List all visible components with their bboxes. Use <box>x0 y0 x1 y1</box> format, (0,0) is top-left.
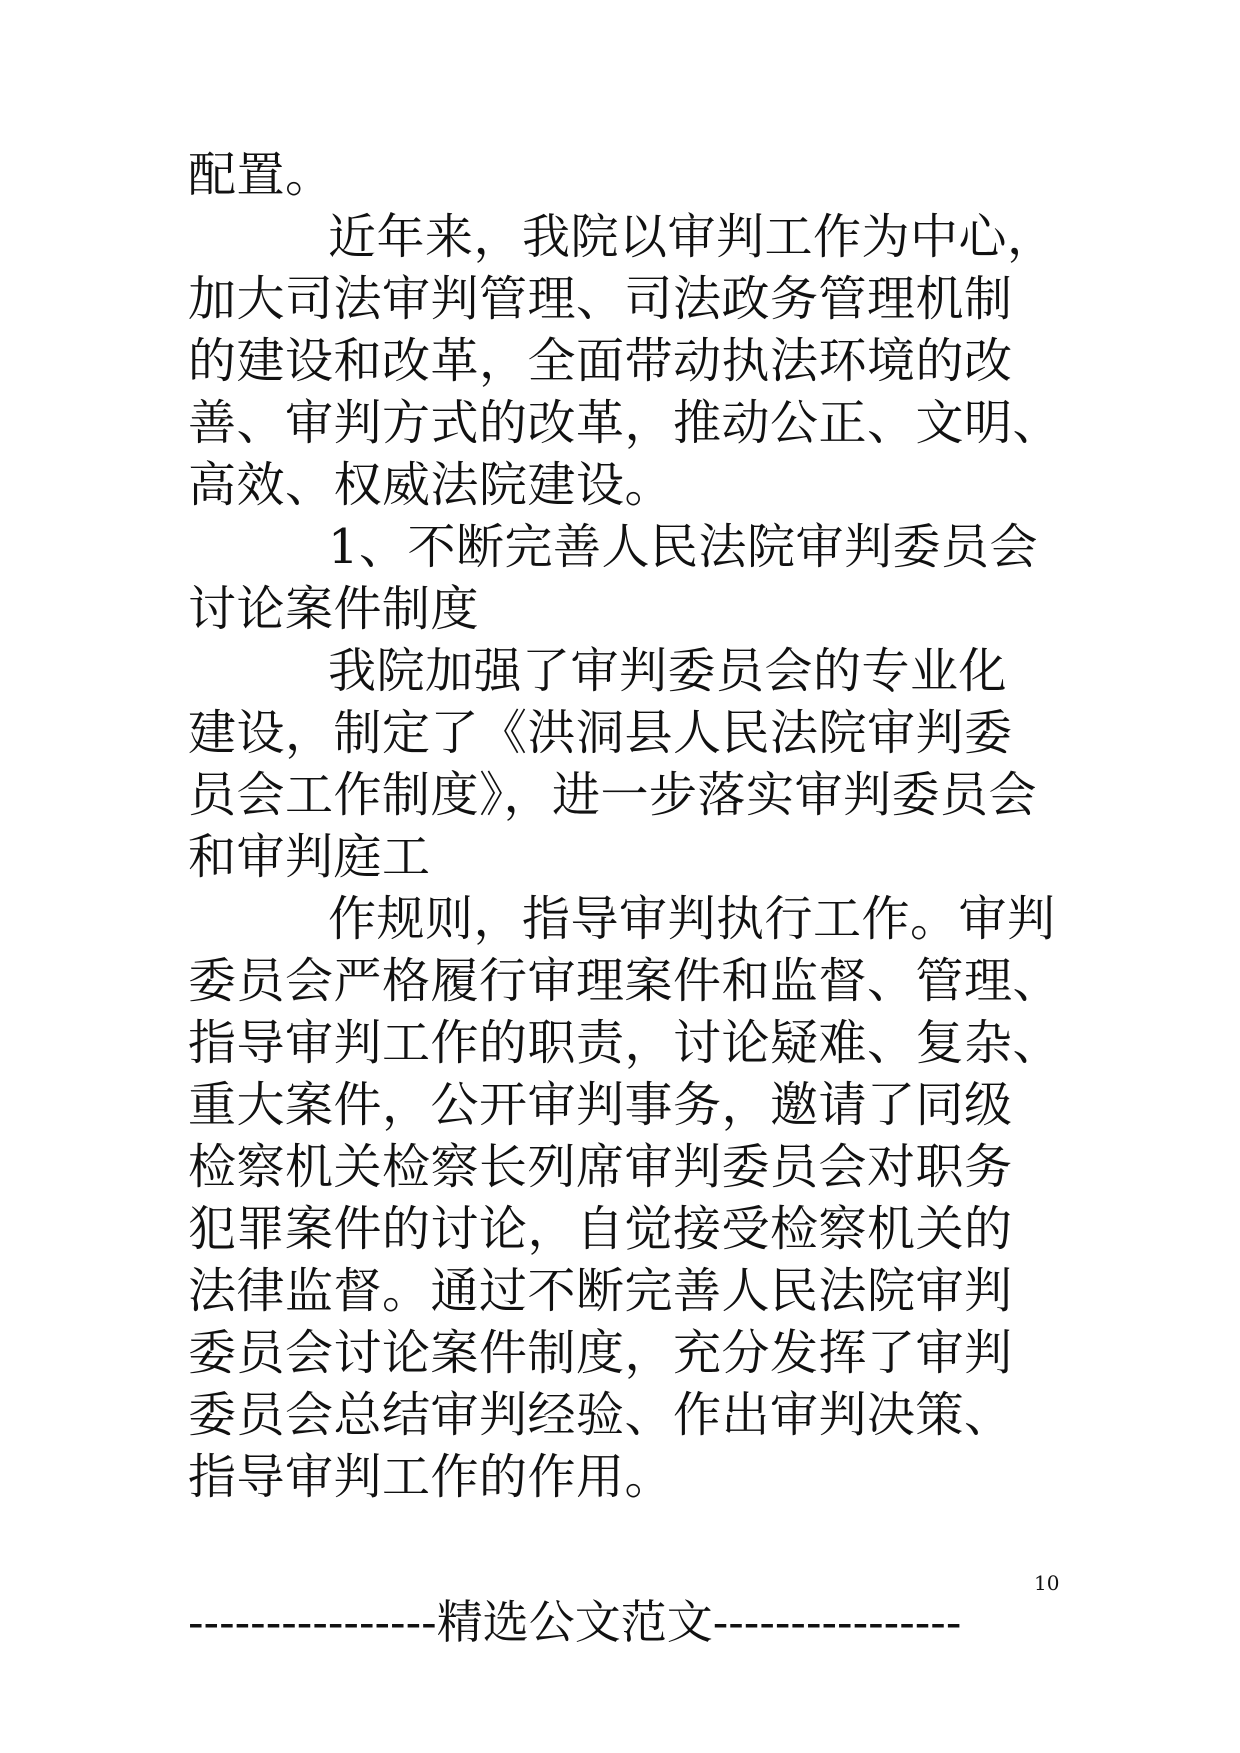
paragraph-line: 和审判庭工 <box>188 829 431 885</box>
paragraph-line: 配置。 <box>188 147 334 203</box>
paragraph-line: 作规则，指导审判执行工作。审判 <box>328 891 1056 947</box>
paragraph-line: 高效、权威法院建设。 <box>188 457 674 513</box>
paragraph-line: 委员会讨论案件制度，充分发挥了审判 <box>188 1325 1013 1381</box>
document-body <box>188 144 1062 1508</box>
paragraph-line: 犯罪案件的讨论，自觉接受检察机关的 <box>188 1201 1013 1257</box>
paragraph-line: 委员会严格履行审理案件和监督、管理、 <box>188 953 1062 1009</box>
paragraph-line: 检察机关检察长列席审判委员会对职务 <box>188 1139 1013 1195</box>
paragraph-line: 善、审判方式的改革，推动公正、文明、 <box>188 395 1062 451</box>
paragraph-line: 的建设和改革，全面带动执法环境的改 <box>188 333 1013 389</box>
paragraph-line: 重大案件，公开审判事务，邀请了同级 <box>188 1077 1013 1133</box>
paragraph-line: 委员会总结审判经验、作出审判决策、 <box>188 1387 1013 1443</box>
paragraph-line: 法律监督。通过不断完善人民法院审判 <box>188 1263 1013 1319</box>
section-heading-line: 讨论案件制度 <box>188 581 480 637</box>
paragraph-line: 加大司法审判管理、司法政务管理机制 <box>188 271 1013 327</box>
paragraph-line: 建设，制定了《洪洞县人民法院审判委 <box>188 705 1013 761</box>
page-number: 10 <box>1034 1571 1060 1595</box>
paragraph-line: 我院加强了审判委员会的专业化 <box>328 643 1008 699</box>
paragraph-line: 指导审判工作的职责，讨论疑难、复杂、 <box>188 1015 1062 1071</box>
paragraph-line: 员会工作制度》，进一步落实审判委员会 <box>188 767 1038 823</box>
paragraph-line: 近年来，我院以审判工作为中心， <box>328 209 1056 265</box>
footer-banner: ----------------精选公文范文---------------- <box>188 1595 962 1649</box>
section-heading-line: 1、不断完善人民法院审判委员会 <box>328 519 1039 575</box>
paragraph-line: 指导审判工作的作用。 <box>188 1449 674 1505</box>
